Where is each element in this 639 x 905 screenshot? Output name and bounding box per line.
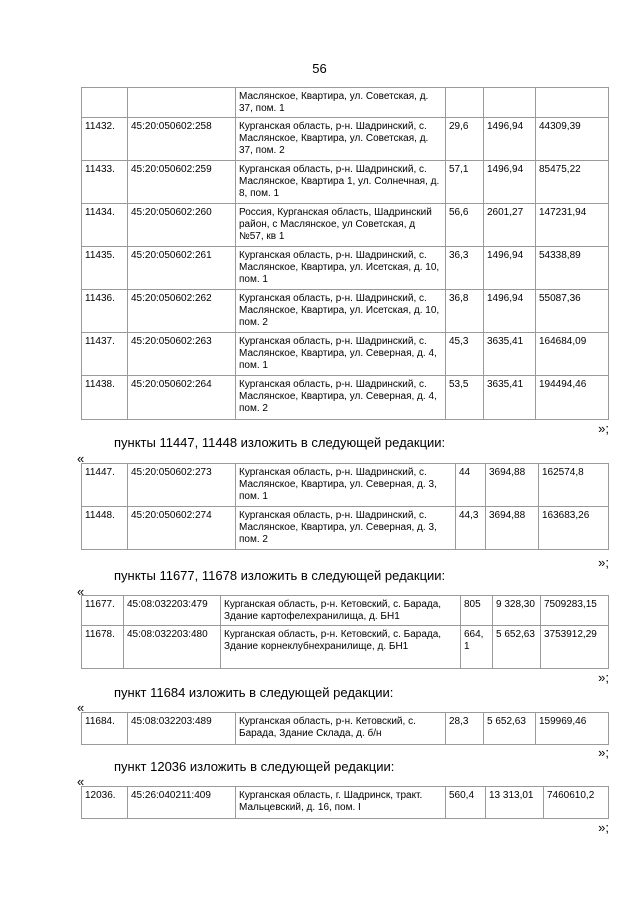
address: Курганская область, р-н. Шадринский, с. Маслянское, Квартира, ул. Северная, д. 4, пом. 1 [236, 333, 446, 376]
address: Курганская область, р-н. Шадринский, с. Маслянское, Квартира, ул. Исетская, д. 10, пом. 1 [236, 247, 446, 290]
area [446, 88, 484, 118]
price: 3635,41 [484, 333, 536, 376]
cadastral-number: 45:08:032203:489 [128, 713, 236, 745]
amendment-paragraph: пункт 12036 изложить в следующей редакции: [114, 759, 395, 774]
address: Курганская область, р-н. Кетовский, с. Барада, Здание картофелехранилища, д. БН1 [221, 596, 461, 626]
cadastral-number [128, 88, 236, 118]
table-row [82, 713, 609, 745]
total-value: 194494,46 [536, 376, 609, 420]
table-row [82, 161, 609, 204]
cadastral-number: 45:20:050602:258 [128, 118, 236, 161]
price: 1496,94 [484, 161, 536, 204]
total-value: 85475,22 [536, 161, 609, 204]
opening-quote: « [77, 774, 85, 789]
table-row [82, 118, 609, 161]
price: 13 313,01 [486, 787, 544, 819]
cadastral-number: 45:20:050602:264 [128, 376, 236, 420]
table-row [82, 204, 609, 247]
price: 3694,88 [486, 464, 539, 507]
price: 1496,94 [484, 290, 536, 333]
area: 45,3 [446, 333, 484, 376]
cadastral-number: 45:08:032203:479 [124, 596, 221, 626]
page-number: 56 [312, 61, 327, 76]
table-row [82, 290, 609, 333]
price: 1496,94 [484, 118, 536, 161]
cadastral-number: 45:26:040211:409 [128, 787, 236, 819]
address: Курганская область, р-н. Шадринский, с. Маслянское, Квартира, ул. Северная, д. 3, пом. 2 [236, 507, 456, 550]
row-number: 11437. [82, 333, 128, 376]
address: Курганская область, р-н. Кетовский, с. Барада, Здание Склада, д. б/н [236, 713, 446, 745]
address: Курганская область, р-н. Шадринский, с. Маслянское, Квартира, ул. Северная, д. 3, пом. 1 [236, 464, 456, 507]
closing-quote: »; [598, 745, 609, 760]
property-table-4 [81, 712, 609, 745]
opening-quote: « [77, 584, 85, 599]
table-row [82, 507, 609, 550]
area: 805 [461, 596, 493, 626]
table-row [82, 88, 609, 118]
area: 53,5 [446, 376, 484, 420]
table-row [82, 596, 609, 626]
area: 29,6 [446, 118, 484, 161]
address: Курганская область, г. Шадринск, тракт. Мальцевский, д. 16, пом. I [236, 787, 446, 819]
address: Курганская область, р-н. Шадринский, с. Маслянское, Квартира, ул. Исетская, д. 10, пом. 2 [236, 290, 446, 333]
address: Курганская область, р-н. Кетовский, с. Барада, Здание корнеклубнехранилище, д. БН1 [221, 626, 461, 669]
cadastral-number: 45:20:050602:259 [128, 161, 236, 204]
total-value: 55087,36 [536, 290, 609, 333]
table-row [82, 464, 609, 507]
address: Россия, Курганская область, Шадринский район, с Маслянское, ул Советская, д №57, кв 1 [236, 204, 446, 247]
total-value: 159969,46 [536, 713, 609, 745]
price: 3694,88 [486, 507, 539, 550]
price: 2601,27 [484, 204, 536, 247]
area: 56,6 [446, 204, 484, 247]
total-value: 44309,39 [536, 118, 609, 161]
area: 44,3 [456, 507, 486, 550]
total-value: 7460610,2 [544, 787, 609, 819]
property-table-3 [81, 595, 609, 669]
cadastral-number: 45:20:050602:261 [128, 247, 236, 290]
closing-quote: »; [598, 421, 609, 436]
amendment-paragraph: пункты 11447, 11448 изложить в следующей редакции: [114, 435, 446, 450]
table-row [82, 247, 609, 290]
address: Курганская область, р-н. Шадринский, с. Маслянское, Квартира, ул. Северная, д. 4, пом. 2 [236, 376, 446, 420]
row-number [82, 88, 128, 118]
row-number: 11447. [82, 464, 128, 507]
price: 1496,94 [484, 247, 536, 290]
address: Маслянское, Квартира, ул. Советская, д. 37, пом. 1 [236, 88, 446, 118]
property-table-1 [81, 87, 609, 420]
row-number: 11432. [82, 118, 128, 161]
total-value: 163683,26 [539, 507, 609, 550]
price: 9 328,30 [493, 596, 541, 626]
total-value: 3753912,29 [541, 626, 609, 669]
cadastral-number: 45:20:050602:274 [128, 507, 236, 550]
amendment-paragraph: пункты 11677, 11678 изложить в следующей редакции: [114, 568, 446, 583]
row-number: 11436. [82, 290, 128, 333]
cadastral-number: 45:08:032203:480 [124, 626, 221, 669]
area: 664,1 [461, 626, 493, 669]
address: Курганская область, р-н. Шадринский, с. Маслянское, Квартира, ул. Советская, д. 37, пом. 2 [236, 118, 446, 161]
row-number: 11684. [82, 713, 128, 745]
cadastral-number: 45:20:050602:260 [128, 204, 236, 247]
area: 36,8 [446, 290, 484, 333]
row-number: 11435. [82, 247, 128, 290]
price [484, 88, 536, 118]
opening-quote: « [77, 700, 85, 715]
total-value [536, 88, 609, 118]
row-number: 11678. [82, 626, 124, 669]
total-value: 54338,89 [536, 247, 609, 290]
table-row [82, 787, 609, 819]
price: 3635,41 [484, 376, 536, 420]
total-value: 7509283,15 [541, 596, 609, 626]
table-row [82, 626, 609, 669]
opening-quote: « [77, 451, 85, 466]
total-value: 162574,8 [539, 464, 609, 507]
price: 5 652,63 [484, 713, 536, 745]
table-row [82, 376, 609, 420]
row-number: 11677. [82, 596, 124, 626]
row-number: 11448. [82, 507, 128, 550]
closing-quote: »; [598, 555, 609, 570]
closing-quote: »; [598, 670, 609, 685]
cadastral-number: 45:20:050602:263 [128, 333, 236, 376]
closing-quote: »; [598, 820, 609, 835]
address: Курганская область, р-н. Шадринский, с. Маслянское, Квартира 1, ул. Солнечная, д. 8, пом. 1 [236, 161, 446, 204]
cadastral-number: 45:20:050602:262 [128, 290, 236, 333]
amendment-paragraph: пункт 11684 изложить в следующей редакции: [114, 685, 394, 700]
row-number: 11433. [82, 161, 128, 204]
row-number: 11434. [82, 204, 128, 247]
area: 560,4 [446, 787, 486, 819]
row-number: 12036. [82, 787, 128, 819]
cadastral-number: 45:20:050602:273 [128, 464, 236, 507]
price: 5 652,63 [493, 626, 541, 669]
row-number: 11438. [82, 376, 128, 420]
total-value: 164684,09 [536, 333, 609, 376]
property-table-5 [81, 786, 609, 819]
area: 36,3 [446, 247, 484, 290]
area: 44 [456, 464, 486, 507]
table-row [82, 333, 609, 376]
area: 57,1 [446, 161, 484, 204]
total-value: 147231,94 [536, 204, 609, 247]
area: 28,3 [446, 713, 484, 745]
property-table-2 [81, 463, 609, 550]
